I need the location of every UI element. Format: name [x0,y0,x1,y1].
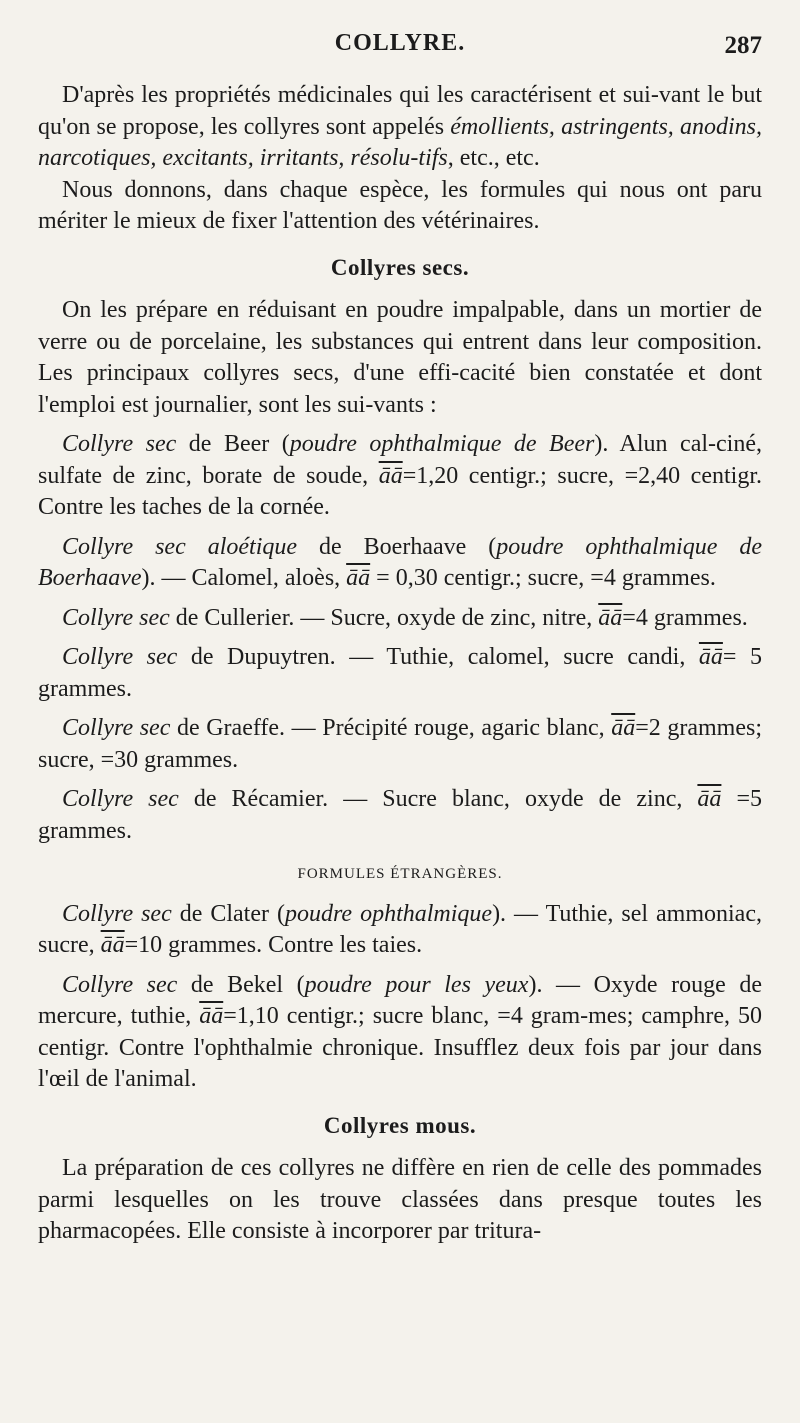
intro-paragraph: D'après les propriétés médicinales qui les caractérisent et sui-vant le but qu'on se propose, les collyres sont appelés émollients, astringents, anodins, narcotiques, excitants, irritants, résolu-tifs, etc., etc. [38,82,763,171]
recipe-paragraph: Collyre sec de Dupuytren. — Tuthie, calomel, sucre candi, $\overline{āā}= 5$ grammes. [38,644,762,702]
recipe-paragraph: Collyre sec de Récamier. — Sucre blanc, oxyde de zinc, $\overline{āā} =5$ grammes. [38,786,762,844]
intro-paragraph-2: Nous donnons, dans chaque espèce, les formules qui nous ont paru mériter le mieux de fixer l'attention des vétérinaires. [38,176,762,234]
recipe-paragraph: Collyre sec de Clater (poudre ophthalmique). — Tuthie, sel ammoniac, sucre, $\overline{āā}=10$ grammes. Contre les taies. [38,900,762,958]
recipe-paragraph: Collyre sec de Cullerier. — Sucre, oxyde de zinc, nitre, $\overline{āā}=4$ grammes. [62,604,748,631]
section-heading-secs: Collyres secs. [330,254,470,280]
recipe-paragraph: Collyre sec de Graeffe. — Précipité rouge, agaric blanc, $\overline{āā}=2$ grammes; sucre, =30 grammes. [38,715,762,773]
recipe-paragraph: Collyre sec de Bekel (poudre pour les yeux). — Oxyde rouge de mercure, tuthie, $\overline{āā}=1,10$ centigr.; sucre blanc, =4 gram-mes; camphre, 50 centigr. Contre l'ophthalmie chronique. Insufflez deux fois par jour dans l'œil de l'animal. [38,971,763,1092]
recipe-paragraph: Collyre sec aloétique de Boerhaave (poudre ophthalmique de Boerhaave). — Calomel, aloès, $\overline{āā} = 0,30$ centigr.; sucre, =4 grammes. [38,533,762,591]
section-heading-mous: Collyres mous. [323,1112,477,1138]
foreign-formulas-heading: FORMULES ÉTRANGÈRES. [297,866,503,882]
page-number: 287 [724,32,762,59]
section-text-mous: La préparation de ces collyres ne diffère en rien de celle des pommades parmi lesquelles on les trouve classées dans presque toutes les pharmacopées. Elle consiste à incorporer par tritura- [38,1155,762,1244]
page-body [38,80,762,1248]
running-title: COLLYRE. [334,30,466,56]
recipe-paragraph: Collyre sec de Beer (poudre ophthalmique de Beer). Alun cal-ciné, sulfate de zinc, borate de soude, $\overline{āā}=1,20$ centigr.; sucre, =2,40 centigr. Contre les taches de la cornée. [38,431,762,520]
page-header [38,30,762,66]
section-intro-secs: On les prépare en réduisant en poudre impalpable, dans un mortier de verre ou de porcelaine, les substances qui entrent dans leur composition. Les principaux collyres secs, d'une effi-cacité bien constatée et dont l'emploi est journalier, sont les sui-vants : [38,297,762,418]
